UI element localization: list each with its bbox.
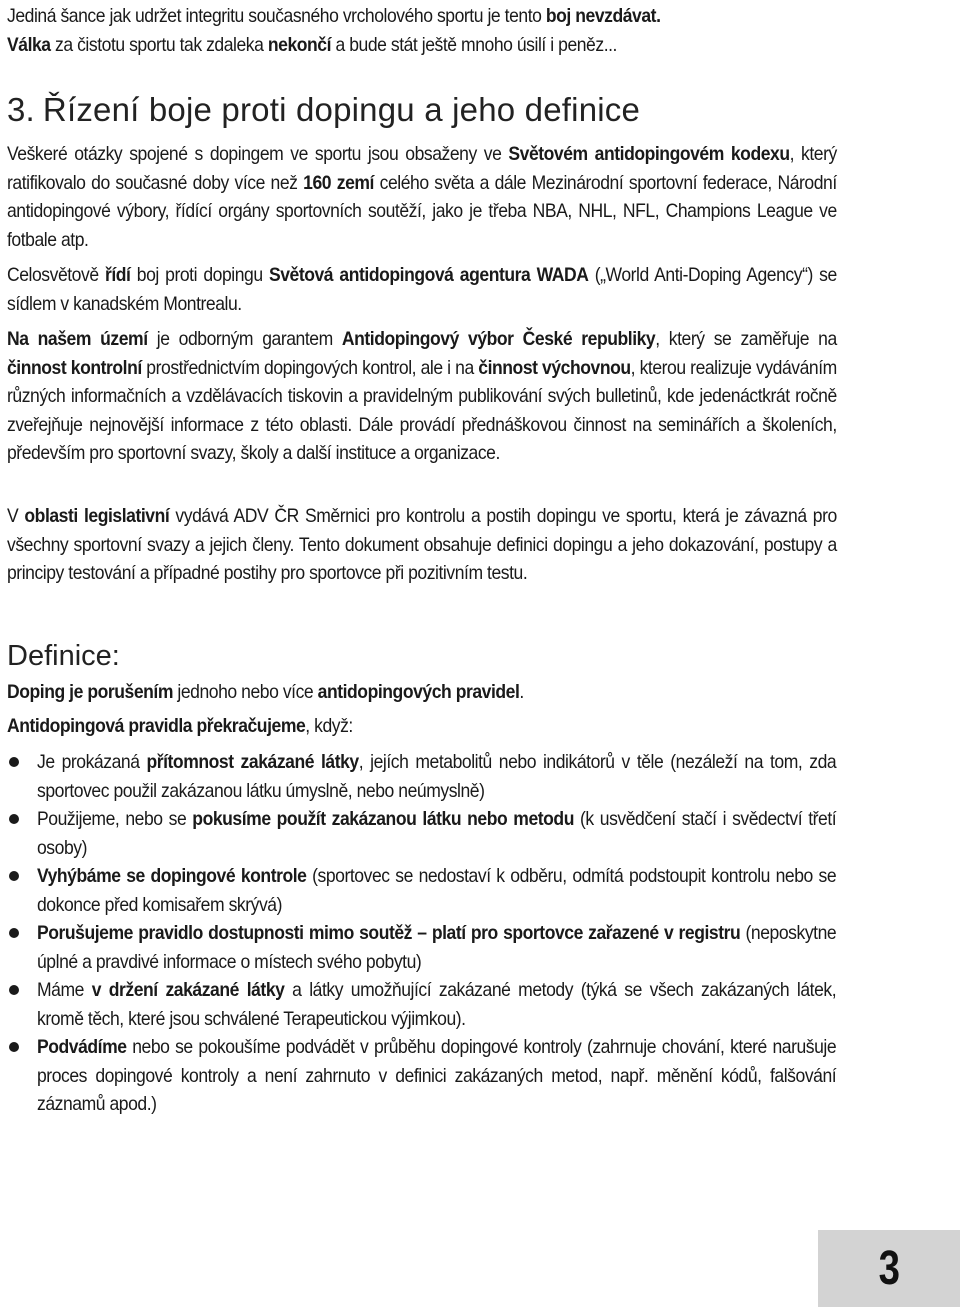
bullet-icon — [9, 928, 19, 938]
bold-text: Podvádíme — [37, 1036, 127, 1058]
bullet-icon — [9, 757, 19, 767]
section-title: Řízení boje proti dopingu a jeho definice — [42, 91, 641, 128]
bold-text: Antidopingový výbor České republiky — [341, 328, 656, 350]
list-item — [7, 805, 837, 862]
definition-heading: Definice: — [7, 640, 120, 672]
bold-text: pokusíme použít zakázanou látku nebo metodu — [192, 808, 574, 830]
text: celého světa a dále Mezinárodní sportovní federace, Národní antidopingové výbory, řídící orgány sportovních soutěží, jako je třeba NBA, NHL, NFL, Champions League ve fotbale atp. — [7, 171, 837, 251]
intro-paragraph — [7, 2, 837, 59]
text: (neposkytne úplné a pravdivé informace o místech svého pobytu) — [37, 922, 837, 973]
bold-text: Světová antidopingová agentura WADA — [268, 264, 589, 286]
definition-rules — [7, 712, 837, 741]
text: , když: — [305, 715, 353, 737]
bold-text: antidopingových pravidel — [317, 681, 520, 703]
intro-bold: Válka — [7, 33, 51, 56]
list-item-text — [37, 976, 836, 1033]
bold-text: Vyhýbáme se dopingové kontrole — [37, 865, 307, 887]
bold-text: v držení zakázané látky — [91, 979, 285, 1001]
intro-bold: boj nevzdávat. — [545, 5, 661, 27]
bold-text: činnost výchovnou — [478, 356, 631, 379]
text: je odborným garantem — [147, 328, 342, 350]
paragraph-legislation — [7, 502, 837, 588]
bold-text: Porušujeme pravidlo dostupnosti mimo soutěž – platí pro sportovce zařazené v registru — [37, 922, 741, 944]
page-number: 3 — [878, 1242, 900, 1295]
violation-list — [7, 748, 837, 1119]
intro-text: Jediná šance jak udržet integritu současného vrcholového sportu je tento — [7, 5, 546, 27]
list-item-text — [37, 1033, 836, 1119]
text: (k usvědčení stačí i svědectví třetí osoby) — [37, 808, 837, 859]
intro-text: a bude stát ještě mnoho úsilí i peněz... — [331, 33, 617, 56]
bold-text: řídí — [104, 264, 131, 286]
text: Použijeme, nebo se — [37, 808, 193, 830]
text: , kterou realizuje vydáváním různých informačních a vzdělávacích tiskovin a pravidelným publikování svých bulletinů, kde jedenáctkrát ročně zveřejňuje nejnovější informace z této oblasti. Dále provádí přednáškovou činnost na seminářích a školeních, především pro sportovní svazy, školy a další instituce a organizace. — [7, 356, 837, 464]
bullet-icon — [9, 985, 19, 995]
bold-text: Světovém antidopingovém kodexu — [508, 143, 790, 165]
bold-text: oblasti legislativní — [24, 505, 170, 527]
list-item-text — [37, 919, 836, 976]
definition-doping — [7, 678, 837, 707]
list-item — [7, 919, 837, 976]
bold-text: činnost kontrolní — [7, 356, 142, 379]
list-item — [7, 748, 837, 805]
text: prostřednictvím dopingových kontrol, ale i na — [141, 356, 479, 379]
list-item-text — [37, 805, 836, 862]
text: , jejích metabolitů nebo indikátorů v těle (nezáleží na tom, zda sportovec použil zakázanou látku úmyslně, nebo neúmyslně) — [37, 751, 837, 802]
text: nebo se pokoušíme podvádět v průběhu dopingové kontroly (zahrnuje chování, které narušuje proces dopingové kontroly a není zahrnuto v definici zakázaných metod, např. měnění kódů, falšování záznamů apod.) — [37, 1036, 837, 1115]
text: jednoho nebo více — [172, 681, 318, 703]
text: , který se zaměřuje na — [655, 328, 837, 350]
bold-text: Na našem území — [7, 328, 148, 350]
paragraph-wada — [7, 261, 837, 318]
section-number: 3. — [7, 91, 35, 128]
intro-text: za čistotu sportu tak zdaleka — [50, 33, 268, 56]
text: Máme — [37, 979, 92, 1001]
text: vydává ADV ČR Směrnici pro kontrolu a postih dopingu ve sportu, která je závazná pro všechny sportovní svazy a jejich členy. Tento dokument obsahuje definici dopingu a jeho dokazování, postupy a principy testování a případné postihy pro sportovce při pozitivním testu. — [7, 505, 837, 584]
list-item — [7, 976, 837, 1033]
text: (sportovec se nedostaví k odběru, odmítá podstoupit kontrolu nebo se dokonce před komisařem skrývá) — [37, 865, 837, 916]
text: („World Anti-Doping Agency“) se sídlem v kanadském Montrealu. — [7, 264, 837, 315]
bold-text: Doping je porušením — [7, 681, 173, 703]
list-item-text — [37, 862, 836, 919]
text: a látky umožňující zakázané metody (týká se všech zakázaných látek, kromě těch, které jsou schválené Terapeutickou výjimkou). — [37, 979, 837, 1030]
text: boj proti dopingu — [130, 264, 269, 286]
text: Celosvětově — [7, 264, 105, 286]
bullet-icon — [9, 871, 19, 881]
text: , který ratifikovalo do současné doby více než — [7, 143, 837, 194]
paragraph-adv — [7, 325, 837, 468]
list-item-text — [37, 748, 836, 805]
bold-text: přítomnost zakázané látky — [146, 751, 359, 773]
bold-text: 160 zemí — [303, 171, 374, 194]
bullet-icon — [9, 814, 19, 824]
bullet-icon — [9, 1042, 19, 1052]
text: . — [519, 681, 524, 703]
bold-text: Antidopingová pravidla překračujeme — [7, 715, 306, 737]
text: Veškeré otázky spojené s dopingem ve sportu jsou obsaženy ve — [7, 143, 509, 165]
list-item — [7, 862, 837, 919]
paragraph-codex — [7, 140, 837, 254]
text: Je prokázaná — [37, 751, 147, 773]
page-number-box — [818, 1230, 960, 1307]
intro-bold: nekončí — [267, 33, 332, 56]
text: V — [7, 505, 25, 527]
section-heading — [7, 88, 640, 132]
list-item — [7, 1033, 837, 1119]
